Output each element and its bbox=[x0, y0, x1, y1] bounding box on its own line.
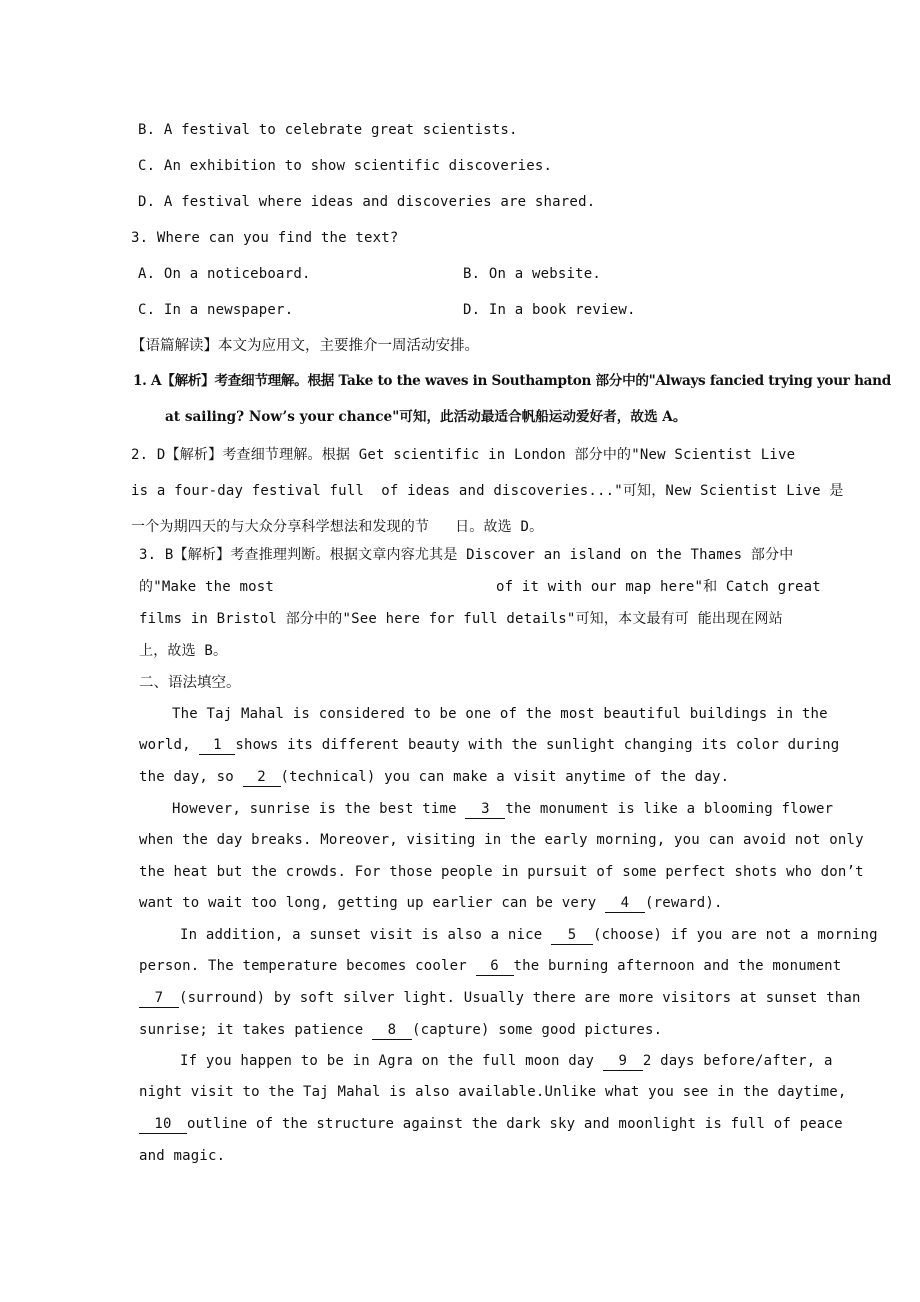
blank-7[interactable]: 7 bbox=[139, 990, 179, 1008]
blank-9[interactable]: 9 bbox=[603, 1053, 643, 1071]
q3-option-b: B. On a website. bbox=[463, 266, 602, 282]
question-3-stem: 3. Where can you find the text? bbox=[131, 230, 399, 246]
blank-8[interactable]: 8 bbox=[372, 1022, 412, 1040]
passage-line: world, 1 shows its different beauty with the sunlight changing its color during bbox=[139, 737, 840, 753]
text-summary: 【语篇解读】本文为应用文，主要推介一周活动安排。 bbox=[131, 338, 479, 354]
blank-1[interactable]: 1 bbox=[199, 737, 235, 755]
analysis-3-line-2a: 的"Make the most bbox=[139, 579, 275, 595]
passage-line: and magic. bbox=[139, 1148, 226, 1164]
q3-option-c: C. In a newspaper. bbox=[138, 302, 294, 318]
passage-line: 7 (surround) by soft silver light. Usually there are more visitors at sunset than bbox=[139, 988, 861, 1008]
blank-3[interactable]: 3 bbox=[465, 801, 505, 819]
analysis-2-line-3: 一个为期四天的与大众分享科学想法和发现的节 日。故选 D。 bbox=[131, 519, 544, 535]
option-d: D. A festival where ideas and discoveries are shared. bbox=[138, 194, 596, 210]
blank-5[interactable]: 5 bbox=[551, 927, 593, 945]
passage-line: the day, so 2 (technical) you can make a visit anytime of the day. bbox=[139, 769, 730, 785]
analysis-2-line-1: 2. D【解析】考查细节理解。根据 Get scientific in London 部分中的"New Scientist Live bbox=[131, 447, 796, 463]
passage-line: the heat but the crowds. For those people in pursuit of some perfect shots who don’t bbox=[139, 864, 864, 880]
passage-line: However, sunrise is the best time 3 the monument is like a blooming flower bbox=[172, 801, 834, 817]
passage-line: night visit to the Taj Mahal is also available.Unlike what you see in the daytime, bbox=[139, 1084, 847, 1100]
analysis-1-line-1: 1. A【解析】考查细节理解。根据 Take to the waves in Southampton 部分中的"Always fancied trying your hand bbox=[133, 373, 891, 389]
section-title: 二、语法填空。 bbox=[139, 675, 241, 691]
analysis-3-line-1: 3. B【解析】考查推理判断。根据文章内容尤其是 Discover an island on the Thames 部分中 bbox=[139, 547, 794, 563]
passage-line: If you happen to be in Agra on the full moon day 9 2 days before/after, a bbox=[180, 1053, 833, 1069]
passage-line: want to wait too long, getting up earlier can be very 4 (reward). bbox=[139, 895, 723, 911]
blank-4[interactable]: 4 bbox=[605, 895, 645, 913]
blank-2[interactable]: 2 bbox=[243, 769, 281, 787]
blank-6[interactable]: 6 bbox=[476, 958, 514, 976]
passage-line: sunrise; it takes patience 8 (capture) some good pictures. bbox=[139, 1022, 663, 1038]
blank-10[interactable]: 10 bbox=[139, 1116, 187, 1134]
option-c: C. An exhibition to show scientific discoveries. bbox=[138, 158, 553, 174]
q3-option-a: A. On a noticeboard. bbox=[138, 266, 311, 282]
analysis-3-line-3: films in Bristol 部分中的"See here for full details"可知，本文最有可 能出现在网站 bbox=[139, 611, 783, 627]
analysis-3-line-4: 上，故选 B。 bbox=[139, 643, 228, 659]
q3-option-d: D. In a book review. bbox=[463, 302, 636, 318]
analysis-2-line-2: is a four-day festival full of ideas and discoveries..."可知，New Scientist Live 是 bbox=[131, 483, 844, 499]
analysis-3-line-2b: of it with our map here"和 Catch great bbox=[496, 579, 821, 595]
passage-line: when the day breaks. Moreover, visiting in the early morning, you can avoid not only bbox=[139, 832, 864, 848]
passage-line: person. The temperature becomes cooler 6 the burning afternoon and the monument bbox=[139, 958, 842, 974]
passage-line: In addition, a sunset visit is also a nice 5 (choose) if you are not a morning bbox=[180, 927, 878, 943]
analysis-1-line-2: at sailing? Now’s your chance"可知，此活动最适合帆船运动爱好者，故选 A。 bbox=[165, 409, 687, 425]
option-b: B. A festival to celebrate great scientists. bbox=[138, 122, 518, 138]
passage-line: 10 outline of the structure against the dark sky and moonlight is full of peace bbox=[139, 1114, 843, 1134]
passage-line: The Taj Mahal is considered to be one of the most beautiful buildings in the bbox=[172, 706, 828, 722]
